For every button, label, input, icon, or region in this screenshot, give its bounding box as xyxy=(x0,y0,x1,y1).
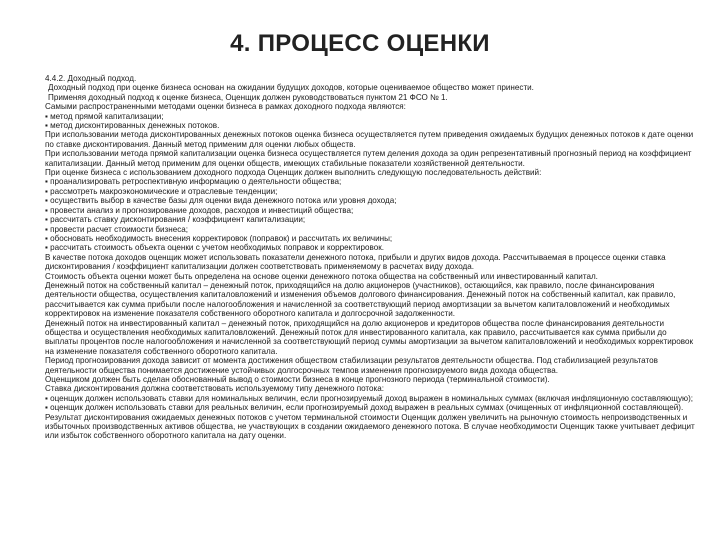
paragraph: При использовании метода дисконтированных денежных потоков оценка бизнеса осуществляется путем приведения ожидаемых будущих денежных потоков к дате оценки по ставке дисконтирования. Данный метод применим для оценки любых обществ. xyxy=(45,130,694,149)
paragraph: Период прогнозирования дохода зависит от момента достижения обществом стабилизации результатов деятельности общества. Под стабилизацией результатов деятельности общества понимается достижение устойчивых долгосрочных темпов изменения прогнозируемого вида дохода общества. xyxy=(45,356,658,375)
list-item: ▪ рассчитать ставку дисконтирования / коэффициент капитализации; xyxy=(45,215,306,225)
paragraph: Денежный поток на собственный капитал – денежный поток, приходящийся на долю акционеров (участников), остающийся, как правило, после финансирования деятельности общества, осуществления капиталовложений и изменения объемов долгового финансирования. Денежный поток на собственный капитал, как правило, рассчитывается как сумма прибыли после налогообложения и начисленной за соответствующий период амортизации за вычетом капиталовложений и необходимых корректировок на изменение показателя собственного оборотного капитала и долгосрочной задолженности. xyxy=(45,280,676,319)
paragraph: Стоимость объекта оценки может быть определена на основе оценки денежного потока общества на собственный или инвестированный капитал. xyxy=(45,271,598,281)
list-item: ▪ проанализировать ретроспективную информацию о деятельности общества; xyxy=(45,177,342,187)
list-item: ▪ обосновать необходимость внесения корректировок (поправок) и рассчитать их величины; xyxy=(45,233,393,243)
list-item: ▪ рассчитать стоимость объекта оценки с учетом необходимых поправок и корректировок. xyxy=(45,243,384,253)
paragraph: Денежный поток на инвестированный капитал – денежный поток, приходящийся на долю акционеров и кредиторов общества после финансирования деятельности общества и осуществления необходимых капиталовложений. Денежный поток для инвестированного капитала, как правило, рассчитывается как сумма прибыли до выплаты процентов после налогообложения и начисленной за соответствующий период суммы амортизации за вычетом капиталовложений и необходимых корректировок на изменение показателя собственного оборотного капитала. xyxy=(45,318,694,356)
slide-title: 4. ПРОЦЕСС ОЦЕНКИ xyxy=(230,30,490,57)
list-item: ▪ рассмотреть макроэкономические и отраслевые тенденции; xyxy=(45,186,278,196)
list-item: ▪ оценщик должен использовать ставки для реальных величин, если прогнозируемый доход выражен в реальных суммах (очищенных от инфляционной составляющей). xyxy=(45,403,684,413)
section-heading: 4.4.2. Доходный подход. xyxy=(45,74,137,83)
paragraph: Доходный подход при оценке бизнеса основан на ожидании будущих доходов, которые оцениваемое общество может принести. xyxy=(48,83,534,93)
list-item: ▪ оценщик должен использовать ставки для номинальных величин, если прогнозируемый доход выражен в номинальных суммах (включая инфляционную составляющую); xyxy=(45,393,694,403)
paragraph: Оценщиком должен быть сделан обоснованный вывод о стоимости бизнеса в конце прогнозного периода (терминальной стоимости). xyxy=(45,375,550,384)
list-item: ▪ осуществить выбор в качестве базы для оценки вида денежного потока или уровня дохода; xyxy=(45,196,397,206)
paragraph: Результат дисконтирования ожидаемых денежных потоков с учетом терминальной стоимости Оценщик должен увеличить на рыночную стоимость непроизводственных и избыточных производственных активов общества, не участвующих в создании ожидаемого денежного потока. В случае необходимости Оценщик также учитывает дефицит или избыток собственного оборотного капитала на дату оценки. xyxy=(45,412,695,441)
list-item: ▪ метод дисконтированных денежных потоков. xyxy=(45,121,220,131)
paragraph: При использовании метода прямой капитализации оценка бизнеса осуществляется путем деления дохода за один репрезентативный прогнозный период на коэффициент капитализации. Данный метод применим для оценки обществ, имеющих стабильные показатели хозяйственной деятельности. xyxy=(45,149,692,168)
slide-body xyxy=(45,74,695,441)
paragraph: Самыми распространенными методами оценки бизнеса в рамках доходного подхода являются: xyxy=(45,102,406,112)
paragraph: Применяя доходный подход к оценке бизнеса, Оценщик должен руководствоваться пунктом 21 ФСО № 1. xyxy=(48,92,448,102)
list-item: ▪ провести расчет стоимости бизнеса; xyxy=(45,224,189,234)
list-item: ▪ провести анализ и прогнозирование доходов, расходов и инвестиций общества; xyxy=(45,205,354,215)
paragraph: Ставка дисконтирования должна соответствовать используемому типу денежного потока: xyxy=(45,384,385,394)
paragraph: В качестве потока доходов оценщик может использовать показатели денежного потока, прибыли и других видов дохода. Рассчитываемая в процессе оценки ставка дисконтирования / коэффициент капитализации должен соответствовать применяемому в расчетах виду дохода. xyxy=(45,252,666,272)
list-item: ▪ метод прямой капитализации; xyxy=(45,111,164,121)
paragraph: При оценке бизнеса с использованием доходного подхода Оценщик должен выполнить следующую последовательность действий: xyxy=(45,168,542,178)
